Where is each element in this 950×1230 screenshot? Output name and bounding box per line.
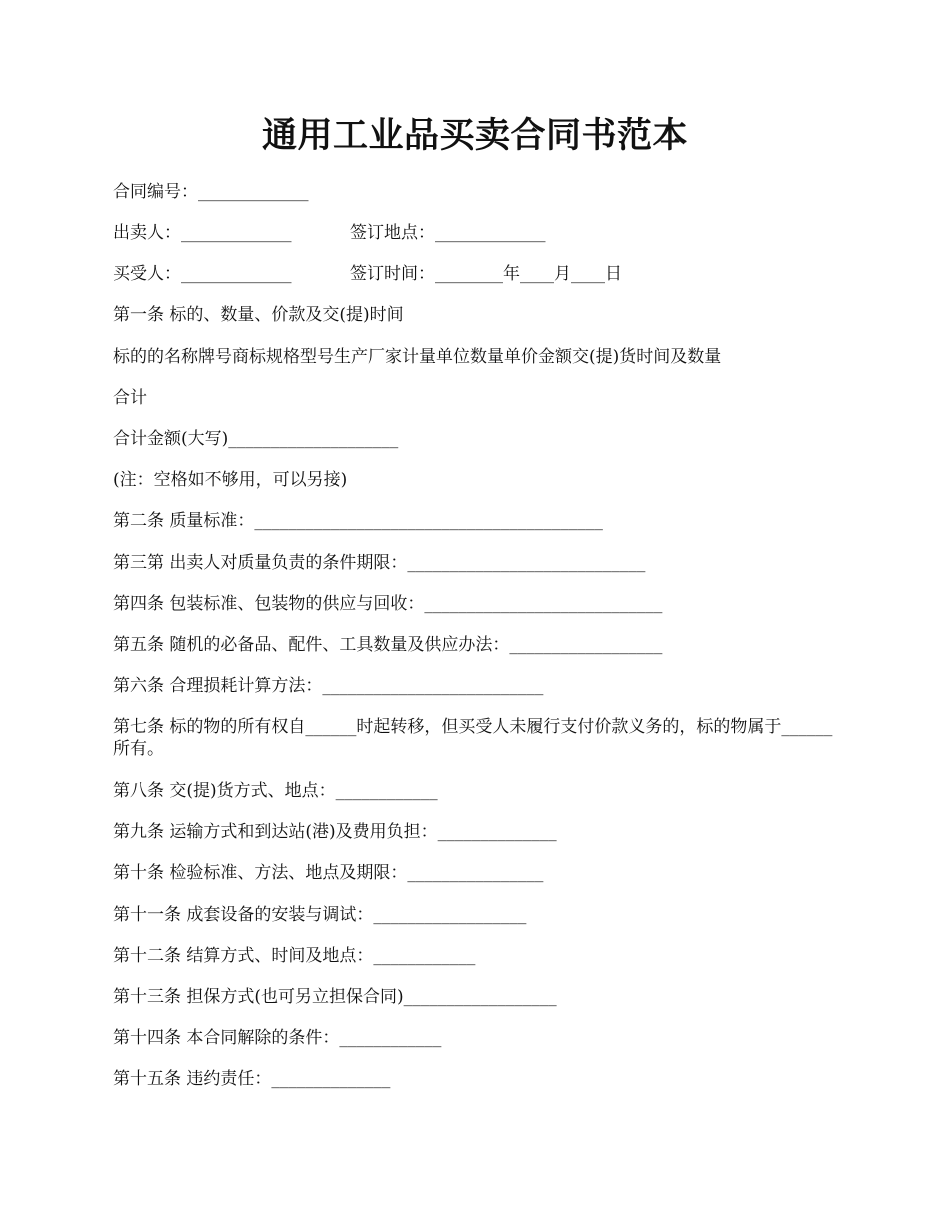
article-10: 第十条 检验标准、方法、地点及期限：________________ — [113, 863, 544, 883]
page-title: 通用工业品买卖合同书范本 — [261, 115, 688, 156]
table-header-text: 标的的名称牌号商标规格型号生产厂家计量单位数量单价金额交(提)货时间及数量 — [113, 347, 722, 367]
article-13: 第十三条 担保方式(也可另立担保合同)__________________ — [113, 987, 557, 1007]
sign-time-field: 签订时间：________年____月____日 — [350, 264, 622, 284]
article-3: 第三第 出卖人对质量负责的条件期限：____________________________ — [113, 553, 646, 573]
buyer-field: 买受人：_____________ — [113, 264, 292, 284]
contract-number-field: 合同编号：_____________ — [113, 182, 309, 202]
article-12: 第十二条 结算方式、时间及地点：____________ — [113, 946, 476, 966]
article-9: 第九条 运输方式和到达站(港)及费用负担：______________ — [113, 822, 557, 842]
sign-place-field: 签订地点：_____________ — [350, 223, 546, 243]
article-8: 第八条 交(提)货方式、地点：____________ — [113, 781, 438, 801]
article-1: 第一条 标的、数量、价款及交(提)时间 — [113, 305, 404, 325]
total-amount-field: 合计金额(大写)____________________ — [113, 429, 399, 449]
article-11: 第十一条 成套设备的安装与调试：__________________ — [113, 905, 527, 925]
article-15: 第十五条 违约责任：______________ — [113, 1069, 391, 1089]
note-text: (注：空格如不够用，可以另接) — [113, 470, 348, 490]
seller-field: 出卖人：_____________ — [113, 223, 292, 243]
article-14: 第十四条 本合同解除的条件：____________ — [113, 1028, 442, 1048]
article-5: 第五条 随机的必备品、配件、工具数量及供应办法：__________________ — [113, 635, 663, 655]
article-7: 第七条 标的物的所有权自______时起转移，但买受人未履行支付价款义务的，标的物属于______所有。 — [113, 717, 833, 759]
subtotal-label: 合计 — [113, 388, 147, 408]
article-4: 第四条 包装标准、包装物的供应与回收：____________________________ — [113, 594, 663, 614]
article-2: 第二条 质量标准：_________________________________________ — [113, 511, 603, 531]
article-6: 第六条 合理损耗计算方法：__________________________ — [113, 676, 544, 696]
